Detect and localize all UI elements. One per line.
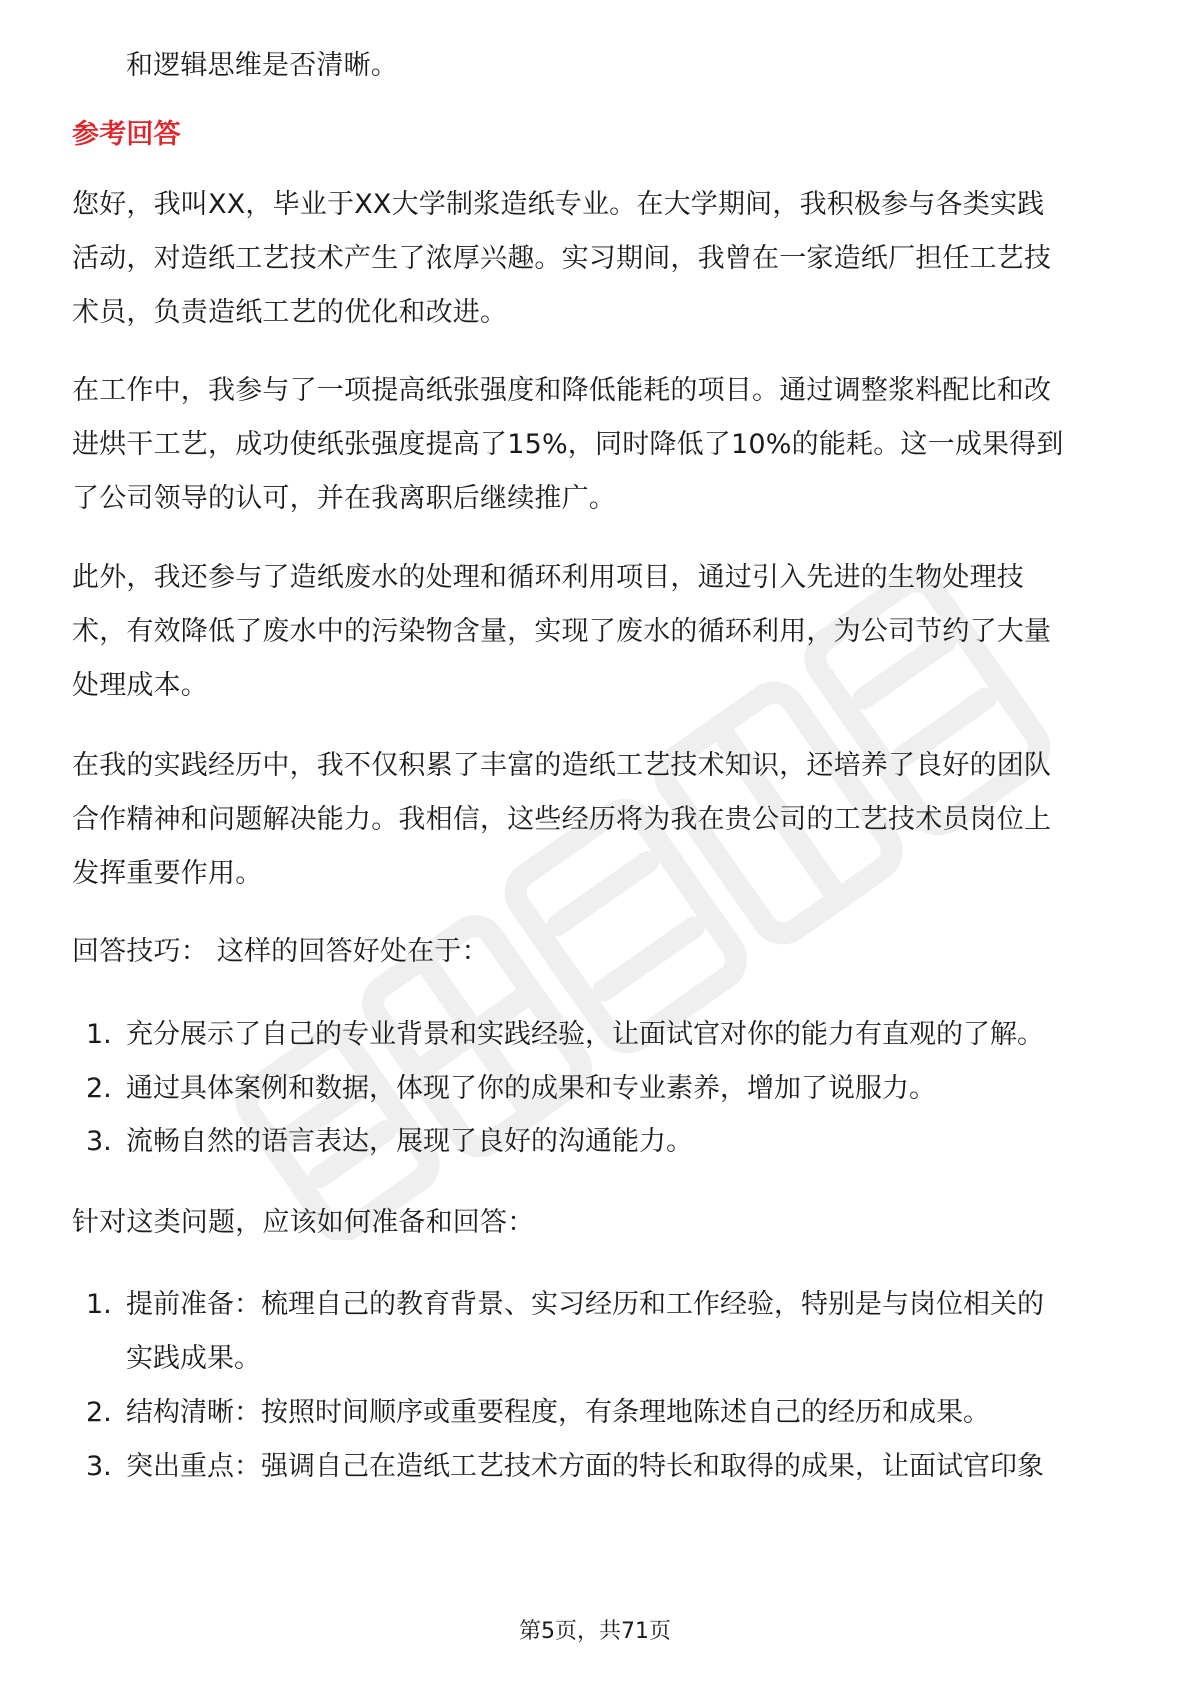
list-number: 3. [86,1451,112,1482]
list-number: 2. [86,1397,112,1428]
paragraph-line: 在工作中，我参与了一项提高纸张强度和降低能耗的项目。通过调整浆料配比和改 [72,375,1052,406]
paragraph-line: 处理成本。 [72,670,208,701]
list-text: 实践成果。 [126,1343,261,1374]
paragraph-line: 合作精神和问题解决能力。我相信，这些经历将为我在贵公司的工艺技术员岗位上 [72,804,1052,835]
paragraph-line: 了公司领导的认可，并在我离职后继续推广。 [72,483,616,514]
section-heading: 参考回答 [72,119,181,150]
list-text: 提前准备：梳理自己的教育背景、实习经历和工作经验，特别是与岗位相关的 [126,1289,1044,1320]
list-number: 2. [86,1073,112,1104]
paragraph-line: 术员，负责造纸工艺的优化和改进。 [72,297,508,328]
list-number: 1. [86,1019,112,1050]
intro-tail-text: 和逻辑思维是否清晰。 [126,50,398,81]
page-footer: 第5页，共71页 [519,1619,671,1644]
list-number: 3. [86,1126,112,1157]
list-text: 充分展示了自己的专业背景和实践经验，让面试官对你的能力有直观的了解。 [126,1019,1044,1050]
list-text: 突出重点：强调自己在造纸工艺技术方面的特长和取得的成果，让面试官印象 [126,1451,1044,1482]
list-text: 结构清晰：按照时间顺序或重要程度，有条理地陈述自己的经历和成果。 [126,1397,990,1428]
paragraph-line: 您好，我叫XX，毕业于XX大学制浆造纸专业。在大学期间，我积极参与各类实践 [72,189,1045,220]
tips-title: 回答技巧： 这样的回答好处在于： [72,936,489,967]
paragraph-line: 活动，对造纸工艺技术产生了浓厚兴趣。实习期间，我曾在一家造纸厂担任工艺技 [72,243,1052,274]
paragraph-line: 进烘干工艺，成功使纸张强度提高了15%，同时降低了10%的能耗。这一成果得到 [72,429,1064,460]
list-text: 通过具体案例和数据，体现了你的成果和专业素养，增加了说服力。 [126,1073,936,1104]
paragraph-line: 在我的实践经历中，我不仅积累了丰富的造纸工艺技术知识，还培养了良好的团队 [72,750,1052,781]
prep-title: 针对这类问题，应该如何准备和回答： [72,1207,535,1238]
list-number: 1. [86,1289,112,1320]
list-text: 流畅自然的语言表达，展现了良好的沟通能力。 [126,1126,693,1157]
paragraph-line: 发挥重要作用。 [72,858,263,889]
paragraph-line: 此外，我还参与了造纸废水的处理和循环利用项目，通过引入先进的生物处理技 [72,562,1024,593]
paragraph-line: 术，有效降低了废水中的污染物含量，实现了废水的循环利用，为公司节约了大量 [72,616,1052,647]
